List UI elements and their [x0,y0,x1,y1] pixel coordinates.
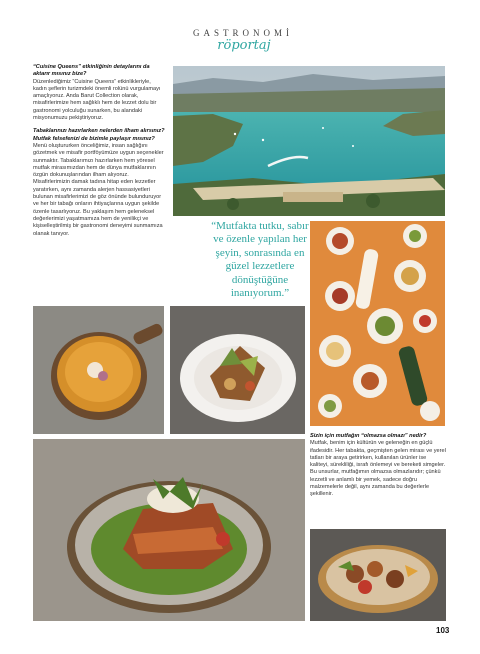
question-1: “Cuisine Queens” etkinliğinin detaylarını da aktarır mısınız bize? [33,64,150,78]
section-title: GASTRONOMİ [192,28,293,38]
grill-platter-photo [310,529,446,621]
soup-photo [33,306,164,434]
answer-2: Menü oluştururken önceliğimiz, insan sağlığını gözetmek ve misafir portföyümüze uygun seçenekler sunmaktır. Tabaklarımızı hazırlarken hem yöresel mutfak mirasımızdan hem de dünya mutfaklarının özgün dokunuşlarından ilham alıyoruz. Misafirlerimizin damak tadına hitap eden lezzetler yaratırken, aynı zamanda alerjen hassasiyetleri bulunan misafirlerimizi de göz önünde bulunduruyor ve her bir tabağı onların ihtiyaçlarına uygun şekilde özenle tasarlıyoruz. Bu yaklaşım hem geleneksel değerlerimizi yaşatmamıza hem de yenilikçi ve kişiselleştirilmiş bir gastronomi deneyimi sunmamıza olanak tanıyor. [33,142,164,237]
section-subtitle: röportaj [217,38,271,53]
lasagna-photo [33,439,305,621]
answer-3: Mutfak, benim için kültürün ve geleneğin en güçlü ifadesidir. Her tabakta, geçmişten gelen mirası ve yerel tatları bir araya getirirken, kullanılan ürünler ise kaliteyi, sürekliliği, israfı önlemeyi ve bereketi simgeler. Bu unsurlar, mutfağımın olmazsa olmazlarıdır; çünkü lezzetli ve anlamlı bir yemek, sadece doğru malzemelerle değil, aynı zamanda bu değerlerle şekillenir. [310,440,446,498]
table-spread-photo [310,221,445,426]
question-2: Tabaklarınızı hazırlarken nelerden ilham alırsınız? Mutfak felsefenizi de bizimle paylaşır mısınız? [33,128,165,142]
answer-1: Düzenlediğimiz “Cuisine Queens” etkinlikleriyle, kadın şeflerin turizmdeki önemli rolünü vurgulamayı amaçlıyoruz. Anda Barut Collection olarak, misafirlerimize hem sağlıklı hem de lezzet dolu bir gastronomi yolculuğu sunarken, bu alandaki misyonumuzu pekiştiriyoruz. [33,78,161,122]
text-column-right [310,433,446,499]
text-column-left [33,64,165,238]
page-number: 103 [436,626,450,635]
plated-dish-photo [170,306,305,434]
pull-quote: “Mutfakta tutku, sabır ve özenle yapılan her şeyin, sonrasında en güzel lezzetlere dönüştüğüne inanıyorum.” [211,220,309,300]
question-3: Sizin için mutfağın “olmazsa olmazı” nedir? [310,433,427,439]
aerial-bay-photo [173,66,445,216]
